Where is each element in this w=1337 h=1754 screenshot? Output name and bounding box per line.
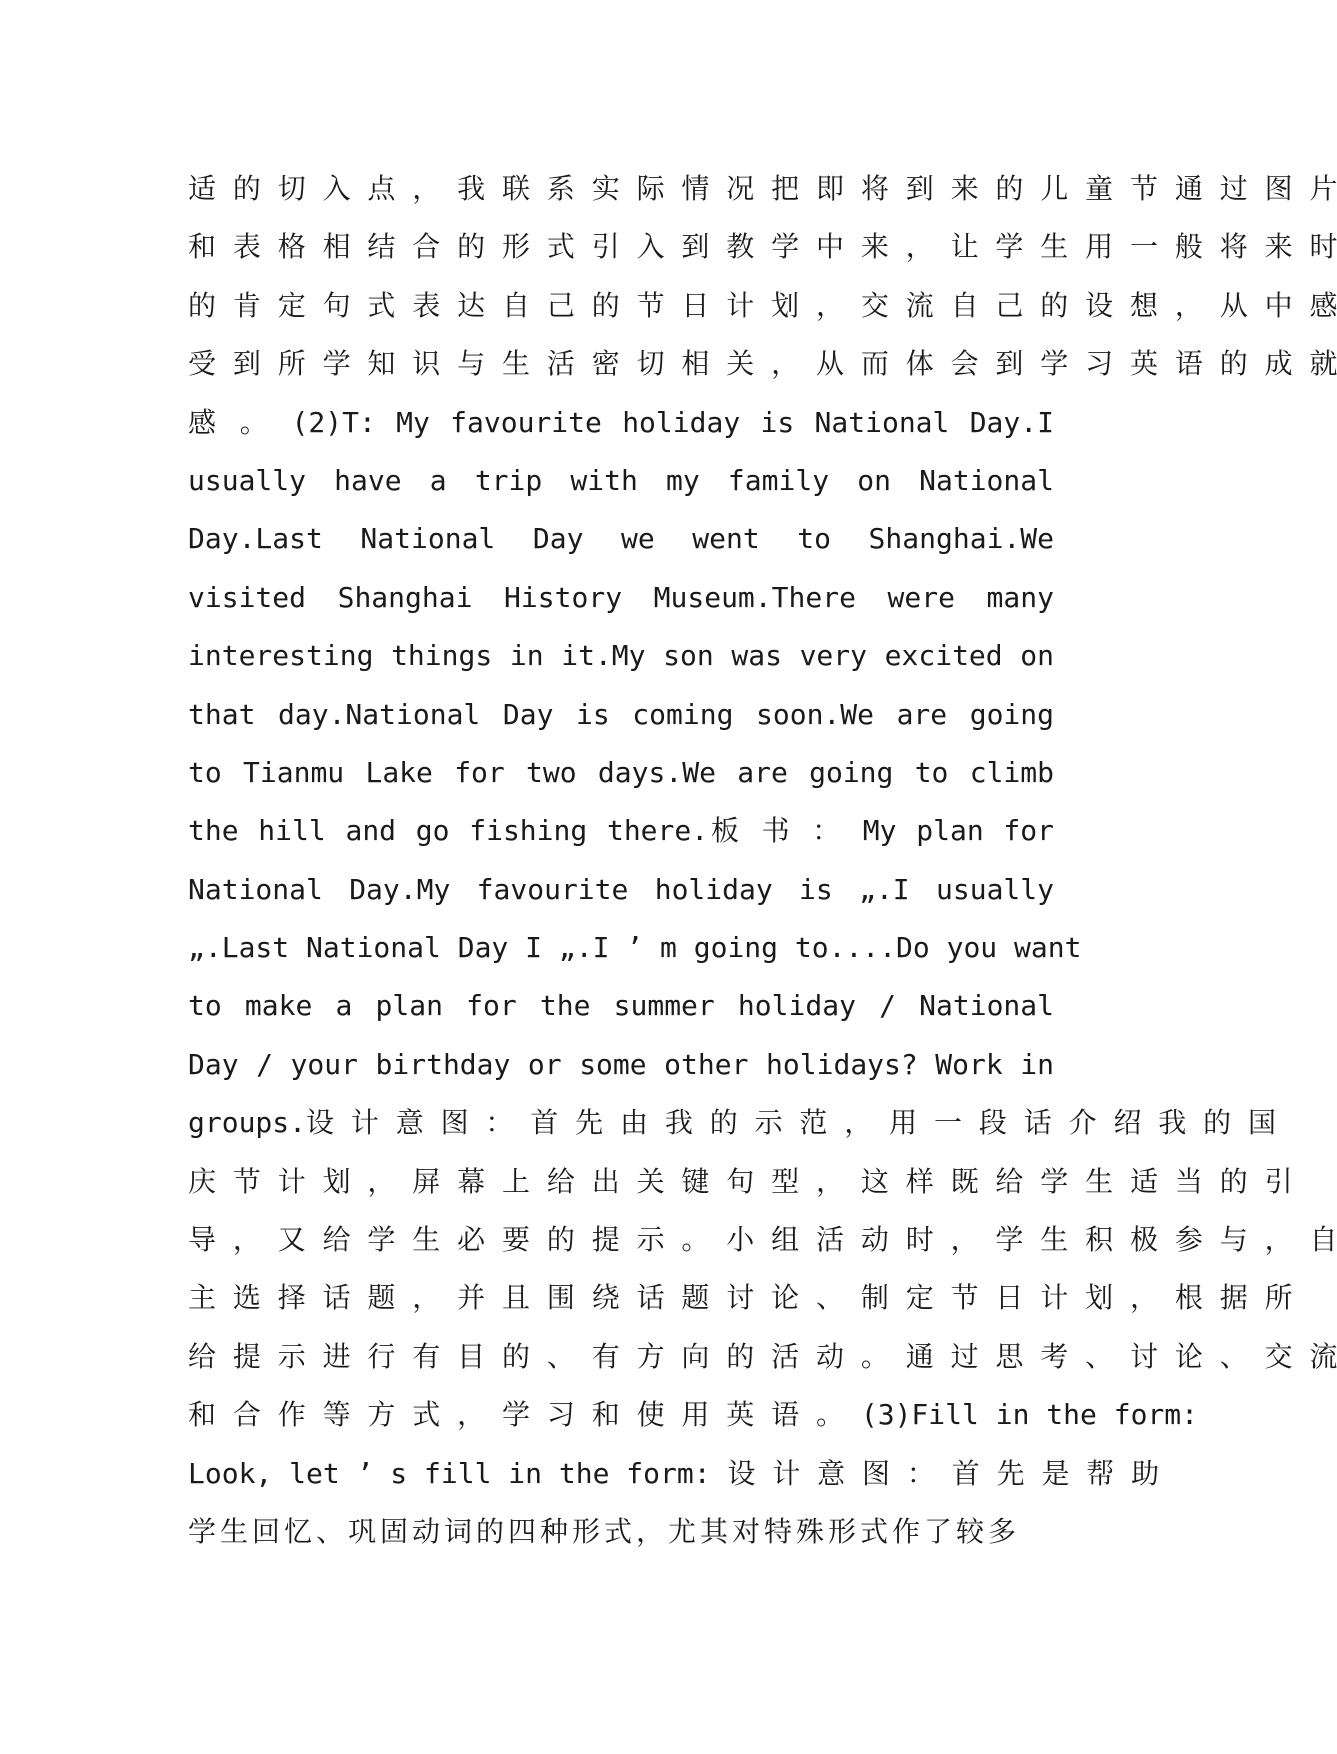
text-line: Day.Last National Day we went to Shanghai.We <box>188 522 1054 556</box>
text-line: 和 合 作 等 方 式 ， 学 习 和 使 用 英 语 。 (3)Fill in the form: <box>188 1398 1199 1432</box>
text-line: National Day.My favourite holiday is „.I usually <box>188 872 1054 906</box>
text-line: visited Shanghai History Museum.There were many <box>188 580 1054 614</box>
text-line: 受 到 所 学 知 识 与 生 活 密 切 相 关 ， 从 而 体 会 到 学 习 英 语 的 成 就 <box>188 347 1337 381</box>
text-line: Look, let ’ s fill in the form: 设 计 意 图 ： 首 先 是 帮 助 <box>188 1456 1160 1490</box>
text-line: the hill and go fishing there.板 书 ： My plan for <box>188 814 1054 848</box>
text-line: groups.设 计 意 图 ： 首 先 由 我 的 示 范 ， 用 一 段 话 介 绍 我 的 国 <box>188 1106 1277 1140</box>
text-line: usually have a trip with my family on National <box>188 463 1054 497</box>
text-line: that day.National Day is coming soon.We are going <box>188 697 1054 731</box>
text-line: 学生回忆、巩固动词的四种形式，尤其对特殊形式作了较多 <box>188 1514 1021 1548</box>
text-line: 适 的 切 入 点 ， 我 联 系 实 际 情 况 把 即 将 到 来 的 儿 童 节 通 过 图 片 <box>188 172 1337 205</box>
body-text <box>188 160 1337 1561</box>
text-line: to Tianmu Lake for two days.We are going to climb <box>188 755 1054 789</box>
text-line: to make a plan for the summer holiday / National <box>188 989 1054 1023</box>
text-line: 庆 节 计 划 ， 屏 幕 上 给 出 关 键 句 型 ， 这 样 既 给 学 生 适 当 的 引 <box>188 1164 1293 1198</box>
text-line: „.Last National Day I „.I ’ m going to....Do you want <box>188 931 1082 965</box>
text-line: 给 提 示 进 行 有 目 的 、 有 方 向 的 活 动 。 通 过 思 考 、 讨 论 、 交 流 <box>188 1339 1337 1373</box>
text-line: Day / your birthday or some other holidays? Work in <box>188 1047 1054 1081</box>
text-line: 主 选 择 话 题 ， 并 且 围 绕 话 题 讨 论 、 制 定 节 日 计 划 ， 根 据 所 <box>188 1281 1293 1315</box>
text-line: 导 ， 又 给 学 生 必 要 的 提 示 。 小 组 活 动 时 ， 学 生 积 极 参 与 ， 自 <box>188 1223 1337 1257</box>
text-line: 感 。 (2)T: My favourite holiday is National Day.I <box>188 405 1054 439</box>
text-line: interesting things in it.My son was very excited on <box>188 639 1054 673</box>
text-line: 和 表 格 相 结 合 的 形 式 引 入 到 教 学 中 来 ， 让 学 生 用 一 般 将 来 时 <box>188 230 1337 264</box>
text-line: 的 肯 定 句 式 表 达 自 己 的 节 日 计 划 ， 交 流 自 己 的 设 想 ， 从 中 感 <box>188 288 1337 322</box>
